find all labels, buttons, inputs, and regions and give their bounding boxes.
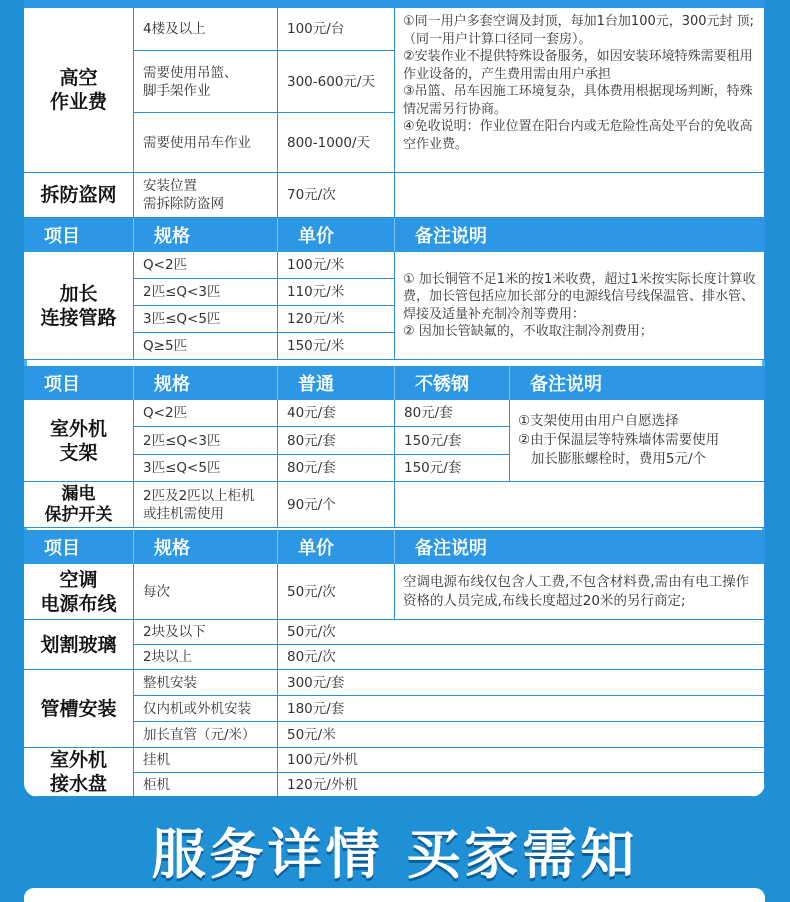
extension-header-item: 项目 (24, 218, 134, 252)
drain-spec-1: 挂机 (134, 748, 278, 773)
bracket-normal-1: 40元/套 (278, 400, 395, 427)
drain-title: 室外机 接水盘 (24, 748, 134, 797)
glass-price-1: 50元/次 (278, 620, 765, 645)
conduit-spec-2: 仅内机或外机安装 (134, 696, 278, 722)
bracket-normal-3: 80元/套 (278, 455, 395, 482)
anti-theft-price: 70元/次 (278, 173, 395, 218)
extension-price-4: 150元/米 (278, 333, 395, 360)
bracket-spec-1: Q<2匹 (134, 400, 278, 427)
extension-header-spec: 规格 (134, 218, 278, 252)
glass-title: 划割玻璃 (24, 620, 134, 670)
bracket-title: 室外机 支架 (24, 400, 134, 482)
power-header-note: 备注说明 (395, 530, 765, 564)
bracket-header-steel: 不锈钢 (395, 366, 510, 400)
high-altitude-spec-3: 需要使用吊车作业 (134, 113, 278, 173)
conduit-price-2: 180元/套 (278, 696, 765, 722)
leakage-price: 90元/个 (278, 482, 395, 528)
extension-price-3: 120元/米 (278, 306, 395, 333)
anti-theft-spec: 安装位置 需拆除防盗网 (134, 173, 278, 218)
power-spec: 每次 (134, 564, 278, 620)
glass-price-2: 80元/次 (278, 645, 765, 670)
extension-spec-1: Q<2匹 (134, 252, 278, 279)
bracket-header-item: 项目 (24, 366, 134, 400)
extension-title: 加长 连接管路 (24, 252, 134, 360)
extension-header-note: 备注说明 (395, 218, 765, 252)
leakage-note (395, 482, 765, 528)
high-altitude-note: ①同一用户多套空调及封顶，每加1台加100元，300元封 顶;（同一用户计算口径同一套房）。 ②安装作业不提供特殊设备服务，如因安装环境特殊需要租用作业设备的，产生费用需由用户承担 ③吊篮、吊车因施工环境复杂，具体费用根据现场判断，特殊情况需另行协商。 ④免收说明：作业位置在阳台内或无危险性高处平台的免收高空作业费。 (395, 8, 765, 173)
bracket-spec-3: 3匹≤Q<5匹 (134, 455, 278, 482)
power-title: 空调 电源布线 (24, 564, 134, 620)
anti-theft-note (395, 173, 765, 218)
bracket-header-normal: 普通 (278, 366, 395, 400)
drain-price-1: 100元/外机 (278, 748, 765, 773)
extension-note: ① 加长铜管不足1米的按1米收费，超过1米按实际长度计算收费，加长管包括应加长部分的电源线信号线保温管、排水管、焊接及适量补充制冷剂等费用： ② 因加长管缺氟的，不收取注制冷剂费用； (395, 252, 765, 360)
drain-spec-2: 柜机 (134, 773, 278, 797)
leakage-spec: 2匹及2匹以上柜机 或挂机需使用 (134, 482, 278, 528)
extension-spec-4: Q≥5匹 (134, 333, 278, 360)
power-header-price: 单价 (278, 530, 395, 564)
high-altitude-price-1: 100元/台 (278, 8, 395, 51)
power-note: 空调电源布线仅包含人工费,不包含材料费,需由有电工操作资格的人员完成,布线长度超过20米的另行商定; (395, 564, 765, 620)
conduit-price-3: 50元/米 (278, 722, 765, 748)
bracket-header-spec: 规格 (134, 366, 278, 400)
bracket-steel-2: 150元/套 (395, 427, 510, 455)
anti-theft-title: 拆防盗网 (24, 173, 134, 218)
leakage-title: 漏电 保护开关 (24, 482, 134, 528)
conduit-spec-1: 整机安装 (134, 670, 278, 696)
extension-spec-2: 2匹≤Q<3匹 (134, 279, 278, 306)
bracket-spec-2: 2匹≤Q<3匹 (134, 427, 278, 455)
next-panel-edge (24, 888, 765, 902)
conduit-price-1: 300元/套 (278, 670, 765, 696)
power-header-spec: 规格 (134, 530, 278, 564)
conduit-title: 管槽安装 (24, 670, 134, 748)
power-price: 50元/次 (278, 564, 395, 620)
extension-price-1: 100元/米 (278, 252, 395, 279)
high-altitude-title: 高空 作业费 (24, 8, 134, 173)
extension-price-2: 110元/米 (278, 279, 395, 306)
bracket-header-note: 备注说明 (510, 366, 765, 400)
extension-header-price: 单价 (278, 218, 395, 252)
high-altitude-price-3: 800-1000/天 (278, 113, 395, 173)
high-altitude-spec-1: 4楼及以上 (134, 8, 278, 51)
bracket-steel-1: 80元/套 (395, 400, 510, 427)
bracket-note: ①支架使用由用户自愿选择 ②由于保温层等特殊墙体需要使用 加长膨胀螺栓时，费用5元/个 (510, 400, 765, 482)
extension-spec-3: 3匹≤Q<5匹 (134, 306, 278, 333)
drain-price-2: 120元/外机 (278, 773, 765, 797)
power-header-item: 项目 (24, 530, 134, 564)
footer-title: 服务详情 买家需知 (151, 823, 639, 886)
high-altitude-price-2: 300-600元/天 (278, 51, 395, 113)
bracket-normal-2: 80元/套 (278, 427, 395, 455)
glass-spec-1: 2块及以下 (134, 620, 278, 645)
bracket-steel-3: 150元/套 (395, 455, 510, 482)
high-altitude-spec-2: 需要使用吊篮、 脚手架作业 (134, 51, 278, 113)
conduit-spec-3: 加长直管（元/米） (134, 722, 278, 748)
price-table (24, 0, 765, 797)
glass-spec-2: 2块以上 (134, 645, 278, 670)
